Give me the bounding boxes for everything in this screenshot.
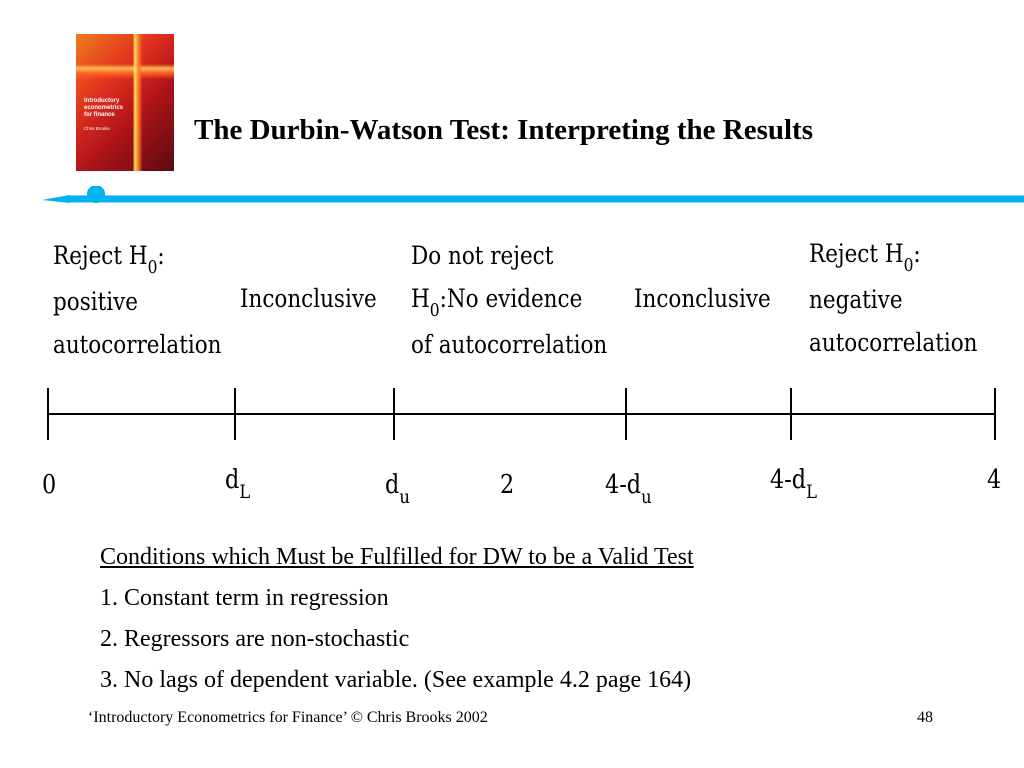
page-number: 48	[917, 709, 933, 726]
dw-number-line	[0, 380, 1024, 450]
region-inconclusive-upper: Inconclusive	[634, 284, 771, 313]
divider-bar	[66, 196, 1024, 203]
book-cover-title: Introductory econometrics for finance	[84, 98, 124, 118]
condition-item: 3. No lags of dependent variable. (See example 4.2 page 164)	[100, 667, 692, 693]
footer-source: ‘Introductory Econometrics for Finance’ © Chris Brooks 2002	[88, 709, 488, 726]
slide-title: The Durbin-Watson Test: Interpreting the Results	[194, 114, 813, 146]
region-reject-negative: Reject $H_0$: negative autocorrelation	[809, 239, 978, 357]
region-inconclusive-lower: Inconclusive	[240, 284, 377, 313]
conditions-heading: Conditions which Must be Fulfilled for DW to be a Valid Test	[100, 544, 694, 570]
book-cover-image	[76, 34, 174, 171]
region-do-not-reject: Do not reject $H_0:No$ evidence of autocorrelation	[411, 241, 608, 359]
condition-item: 2. Regressors are non-stochastic	[100, 626, 410, 652]
region-reject-positive: Reject $H_0$: positive autocorrelation	[53, 241, 222, 359]
conditions-block	[100, 537, 694, 701]
tick-label-dl: $d_L$	[225, 465, 251, 503]
title-divider	[0, 186, 1024, 210]
tick-label-du: $d_u$	[385, 470, 410, 508]
book-cover-author: Chris Brooks	[84, 126, 110, 131]
tick-label-4: 4	[987, 465, 1002, 495]
condition-item: 1. Constant term in regression	[100, 585, 389, 611]
tick-label-2: 2	[500, 470, 515, 500]
tick-label-4-du: $4-d_u$	[605, 470, 652, 508]
tick-label-4-dl: $4-d_L$	[770, 465, 817, 503]
tick-label-0: 0	[42, 470, 57, 500]
divider-arrow-tip	[42, 195, 70, 203]
